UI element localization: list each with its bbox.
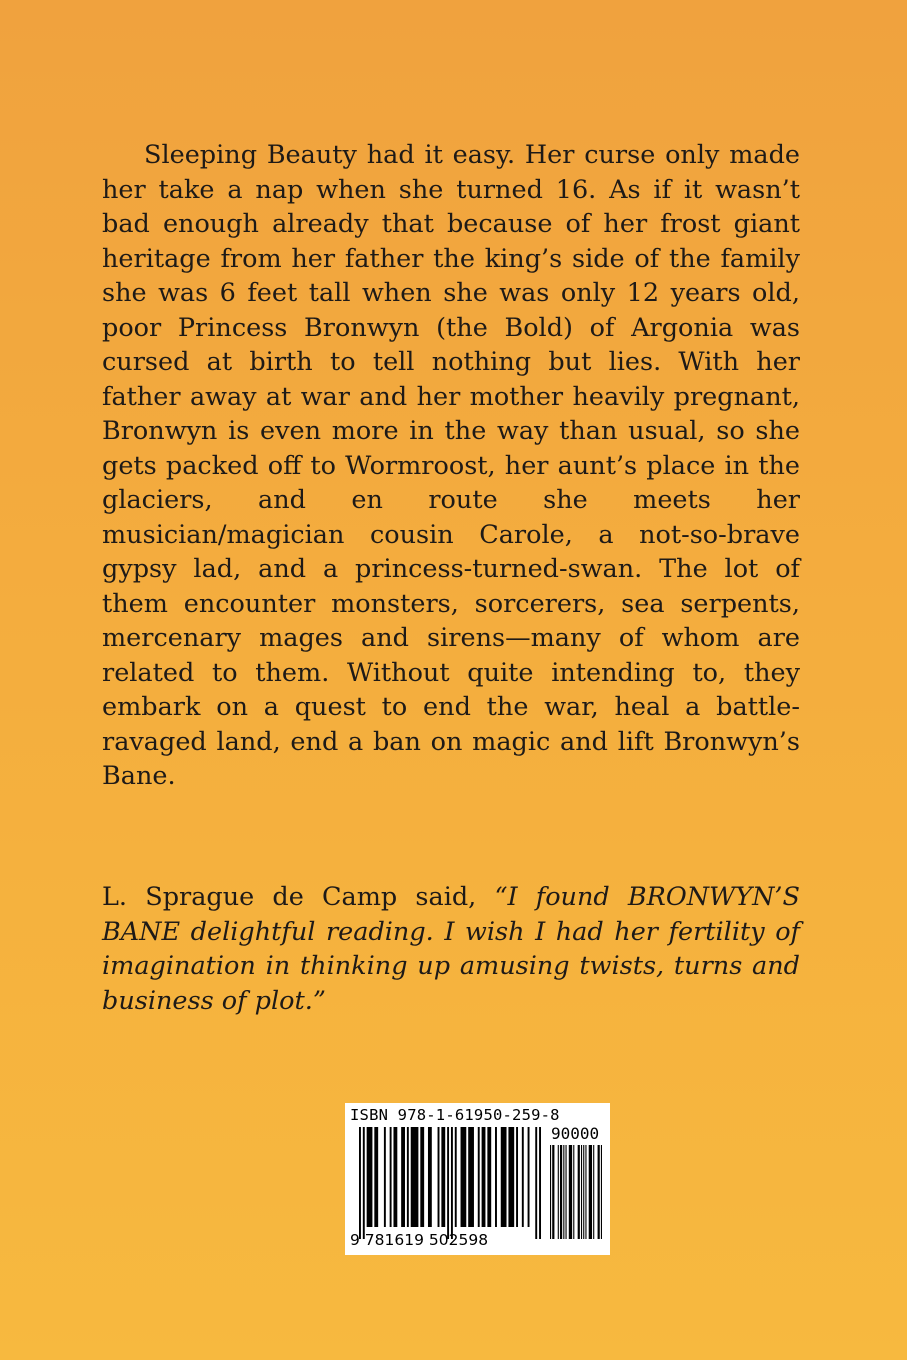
barcode-bar [363,1127,365,1239]
isbn-barcode [345,1103,610,1255]
barcode-bar [508,1127,514,1227]
endorsement-quote [102,880,800,1018]
barcode-bar [487,1127,491,1227]
addon-bar [550,1145,551,1239]
barcode-bar [522,1127,524,1227]
barcode-bar [501,1127,507,1227]
barcode-bar [535,1127,537,1239]
barcode-bar [407,1127,409,1227]
addon-bar [581,1145,582,1239]
barcode-bar [384,1127,386,1227]
barcode-bar [359,1127,361,1239]
barcode-bar [441,1127,445,1227]
addon-bar [578,1145,580,1239]
addon-bar [585,1145,586,1239]
isbn-label: ISBN 978-1-61950-259-8 [350,1106,560,1124]
barcode-bar [528,1127,530,1227]
barcode-bar [367,1127,373,1227]
addon-bar [573,1145,574,1239]
price-addon-bars [550,1145,602,1239]
barcode-bar [447,1127,449,1239]
addon-bar [563,1145,564,1239]
quote-paragraph [102,880,800,1018]
addon-bar [565,1145,566,1239]
barcode-bar [478,1127,480,1227]
barcode-bar [495,1127,497,1227]
quote-text: “I found BRONWYN’S BANE delightful reading. I wish I had her fertility of imagination in thinking up amusing twists, turns and business of plot.” [102,882,800,1016]
addon-bar [601,1145,602,1239]
addon-bar [569,1145,572,1239]
addon-bar [558,1145,559,1239]
blurb-paragraph: Sleeping Beauty had it easy. Her curse only made her take a nap when she turned 16. As if it wasn’t bad enough already that because of her frost giant heritage from her father the king’s side of the family she was 6 feet tall when she was only 12 years old, poor Princess Bronwyn (the Bold) of Argonia was cursed at birth to tell nothing but lies. With her father away at war and her mother heavily pregnant, Bronwyn is even more in the way than usual, so she gets packed off to Wormroost, her aunt’s place in the glaciers, and en route she meets her musician/magician cousin Carole, a not-so-brave gypsy lad, and a princess-turned-swan. The lot of them encounter monsters, sorcerers, sea serpents, mercenary mages and sirens—many of whom are related to them. Without quite intending to, they embark on a quest to end the war, heal a battle-ravaged land, end a ban on magic and lift Bronwyn’s Bane. [102,140,800,791]
barcode-bar [401,1127,405,1227]
barcode-bar [468,1127,474,1227]
barcode-bar [393,1127,397,1227]
barcode-bar [482,1127,486,1227]
addon-bar [589,1145,592,1239]
addon-bar [583,1145,584,1239]
addon-bar [598,1145,600,1239]
barcode-bar [455,1127,457,1227]
barcode-bar [374,1127,378,1227]
addon-bar [593,1145,594,1239]
addon-bar [560,1145,562,1239]
ean-barcode-bars [359,1127,541,1239]
barcode-bar [428,1127,432,1227]
back-cover-blurb [102,138,800,794]
barcode-bar [461,1127,467,1227]
quote-attribution: L. Sprague de Camp said, [102,882,495,912]
barcode-bar [438,1127,440,1227]
barcode-bar [411,1127,419,1227]
price-code: 90000 [551,1124,600,1143]
barcode-bar [539,1127,541,1239]
ean-digits: 9 781619 502598 [350,1231,489,1249]
barcode-bar [516,1127,518,1227]
addon-bar [552,1145,554,1239]
barcode-bar [451,1127,453,1239]
barcode-bar [390,1127,392,1227]
barcode-bar [420,1127,424,1227]
